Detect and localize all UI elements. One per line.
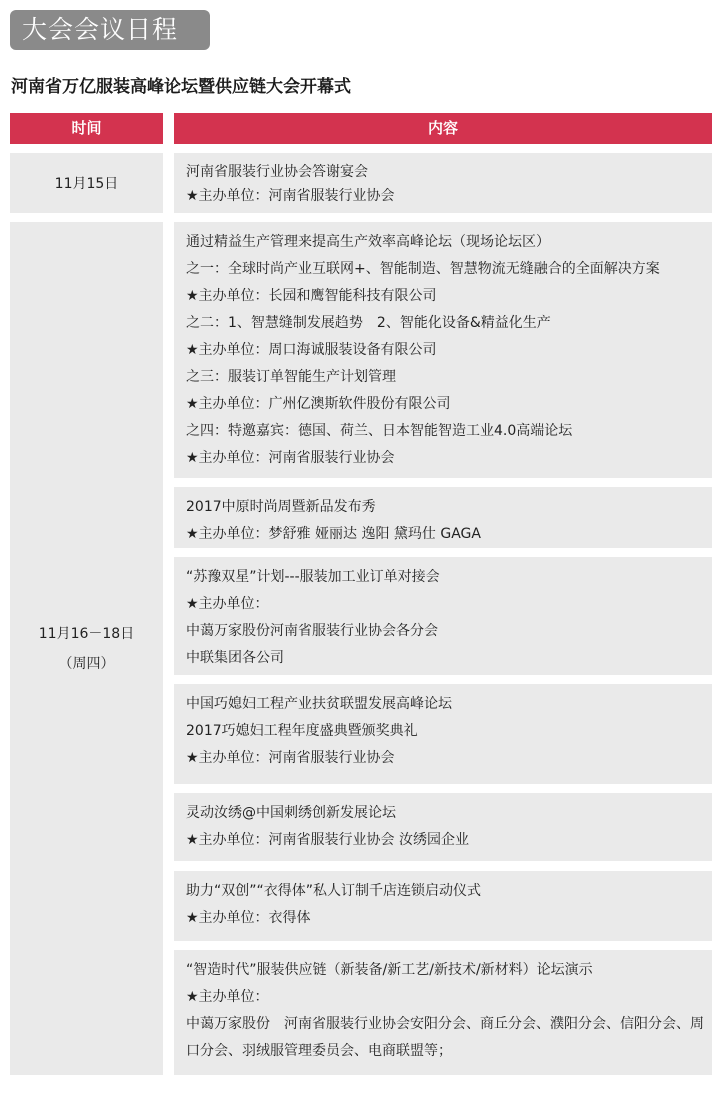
- agenda-line: 中蔼万家股份河南省服装行业协会各分会: [186, 623, 438, 639]
- weekday-label: （周四）: [58, 655, 115, 672]
- agenda-block: [174, 793, 712, 861]
- agenda-line: “苏豫双星”计划---服装加工业订单对接会: [186, 569, 440, 585]
- agenda-line: ★主办单位：: [186, 989, 269, 1005]
- agenda-line: 河南省服装行业协会答谢宴会: [186, 164, 368, 180]
- agenda-line: 灵动汝绣@中国刺绣创新发展论坛: [186, 805, 396, 821]
- agenda-line: 之四：特邀嘉宾：德国、荷兰、日本智能智造工业4.0高端论坛: [186, 423, 573, 439]
- agenda-line: 之二：1、智慧缝制发展趋势 2、智能化设备&精益化生产: [186, 315, 551, 331]
- agenda-block: [174, 153, 712, 213]
- agenda-line: 之三：服装订单智能生产计划管理: [186, 369, 396, 385]
- agenda-line: ★主办单位：河南省服装行业协会 汝绣园企业: [186, 832, 469, 848]
- agenda-line: ★主办单位：: [186, 596, 269, 612]
- date-cell-nov16-18: [10, 222, 163, 1075]
- agenda-line: ★主办单位：河南省服装行业协会: [186, 750, 395, 766]
- agenda-line: ★主办单位：河南省服装行业协会: [186, 450, 395, 466]
- agenda-line: ★主办单位：长园和鹰智能科技有限公司: [186, 288, 437, 304]
- agenda-block: [174, 487, 712, 548]
- agenda-block: [174, 557, 712, 675]
- agenda-line: 中蔼万家股份 河南省服装行业协会安阳分会、商丘分会、濮阳分会、信阳分会、周口分会、羽绒服管理委员会、电商联盟等；: [186, 1016, 704, 1059]
- agenda-line: ★主办单位：周口海诚服装设备有限公司: [186, 342, 437, 358]
- agenda-line: 助力“双创”“衣得体”私人订制千店连锁启动仪式: [186, 883, 482, 899]
- date-cell-nov15: [10, 153, 163, 213]
- agenda-block: [174, 222, 712, 478]
- agenda-line: 之一：全球时尚产业互联网+、智能制造、智慧物流无缝融合的全面解决方案: [186, 261, 660, 277]
- column-header-content: 内容: [174, 113, 712, 144]
- agenda-line: 通过精益生产管理来提高生产效率高峰论坛（现场论坛区）: [186, 234, 550, 250]
- agenda-line: 中国巧媳妇工程产业扶贫联盟发展高峰论坛: [186, 696, 452, 712]
- agenda-block: [174, 871, 712, 941]
- agenda-line: ★主办单位：梦舒雅 娅丽达 逸阳 黛玛仕 GAGA: [186, 526, 481, 542]
- agenda-line: ★主办单位：衣得体: [186, 910, 311, 926]
- agenda-line: ★主办单位：广州亿澳斯软件股份有限公司: [186, 396, 451, 412]
- agenda-line: ★主办单位：河南省服装行业协会: [186, 188, 395, 204]
- event-subtitle: 河南省万亿服装高峰论坛暨供应链大会开幕式: [11, 77, 351, 97]
- agenda-block: [174, 950, 712, 1075]
- agenda-line: 2017巧媳妇工程年度盛典暨颁奖典礼: [186, 723, 418, 739]
- page-title-badge: 大会会议日程: [10, 10, 210, 50]
- agenda-line: 中联集团各公司: [186, 650, 284, 666]
- date-range-label: 11月16－18日: [38, 625, 135, 642]
- agenda-block: [174, 684, 712, 784]
- date-label: 11月15日: [54, 176, 119, 192]
- agenda-line: “智造时代”服装供应链（新装备/新工艺/新技术/新材料）论坛演示: [186, 962, 593, 978]
- agenda-line: 2017中原时尚周暨新品发布秀: [186, 499, 376, 515]
- column-header-time: 时间: [10, 113, 163, 144]
